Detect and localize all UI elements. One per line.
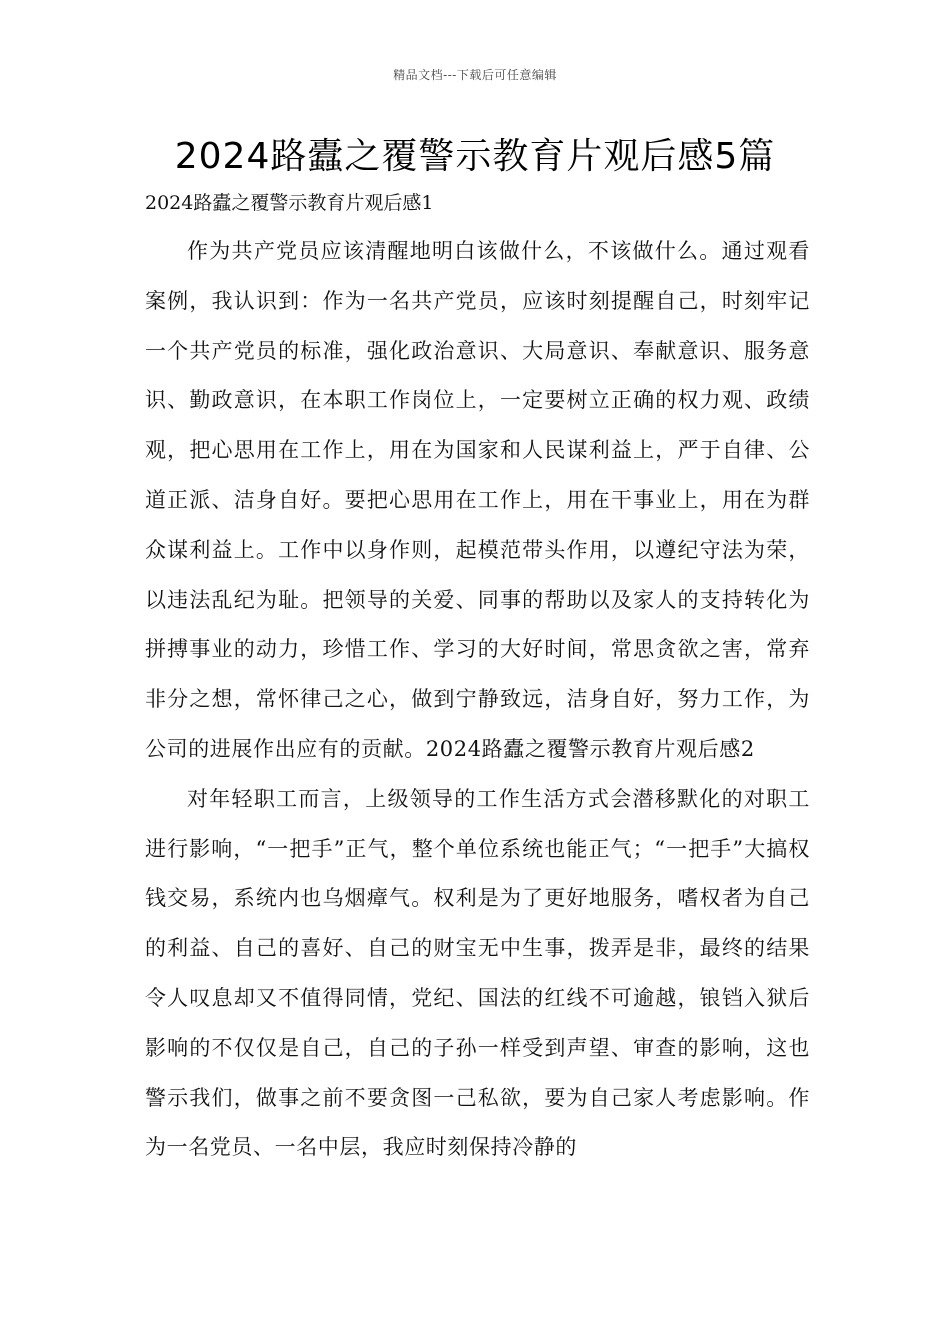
paragraph-1 [145,227,810,775]
page-header: 精品文档---下载后可任意编辑 [393,68,557,82]
paragraph-2-text: 对年轻职工而言，上级领导的工作生活方式会潜移默化的对职工进行影响，“一把手”正气，整个单位系统也能正气；“一把手”大搞权钱交易，系统内也乌烟瘴气。权利是为了更好地服务，嗜权者为自己的利益、自己的喜好、自己的财宝无中生事，拨弄是非，最终的结果令人叹息却又不值得同情，党纪、国法的红线不可逾越，锒铛入狱后影响的不仅仅是自己，自己的子孙一样受到声望、审查的影响，这也警示我们，做事之前不要贪图一己私欲，要为自己家人考虑影响。作为一名党员、一名中层，我应时刻保持冷静的 [145,786,810,1160]
section-heading-2: 2024路蠹之覆警示教育片观后感2 [425,736,755,761]
paragraph-1-text: 作为共产党员应该清醒地明白该做什么，不该做什么。通过观看案例，我认识到：作为一名共产党员，应该时刻提醒自己，时刻牢记一个共产党员的标准，强化政治意识、大局意识、奉献意识、服务意识、勤政意识，在本职工作岗位上，一定要树立正确的权力观、政绩观，把心思用在工作上，用在为国家和人民谋利益上，严于自律、公道正派、洁身自好。要把心思用在工作上，用在干事业上，用在为群众谋利益上。工作中以身作则，起模范带头作用，以遵纪守法为荣，以违法乱纪为耻。把领导的关爱、同事的帮助以及家人的支持转化为拼搏事业的动力，珍惜工作、学习的大好时间，常思贪欲之害，常弃非分之想，常怀律己之心，做到宁静致远，洁身自好，努力工作，为公司的进展作出应有的贡献。 [145,239,810,761]
document-title: 2024路蠹之覆警示教育片观后感5篇 [174,136,776,177]
paragraph-2 [145,775,810,1173]
section-heading-1: 2024路蠹之覆警示教育片观后感1 [145,192,434,214]
document-body [145,227,810,1173]
